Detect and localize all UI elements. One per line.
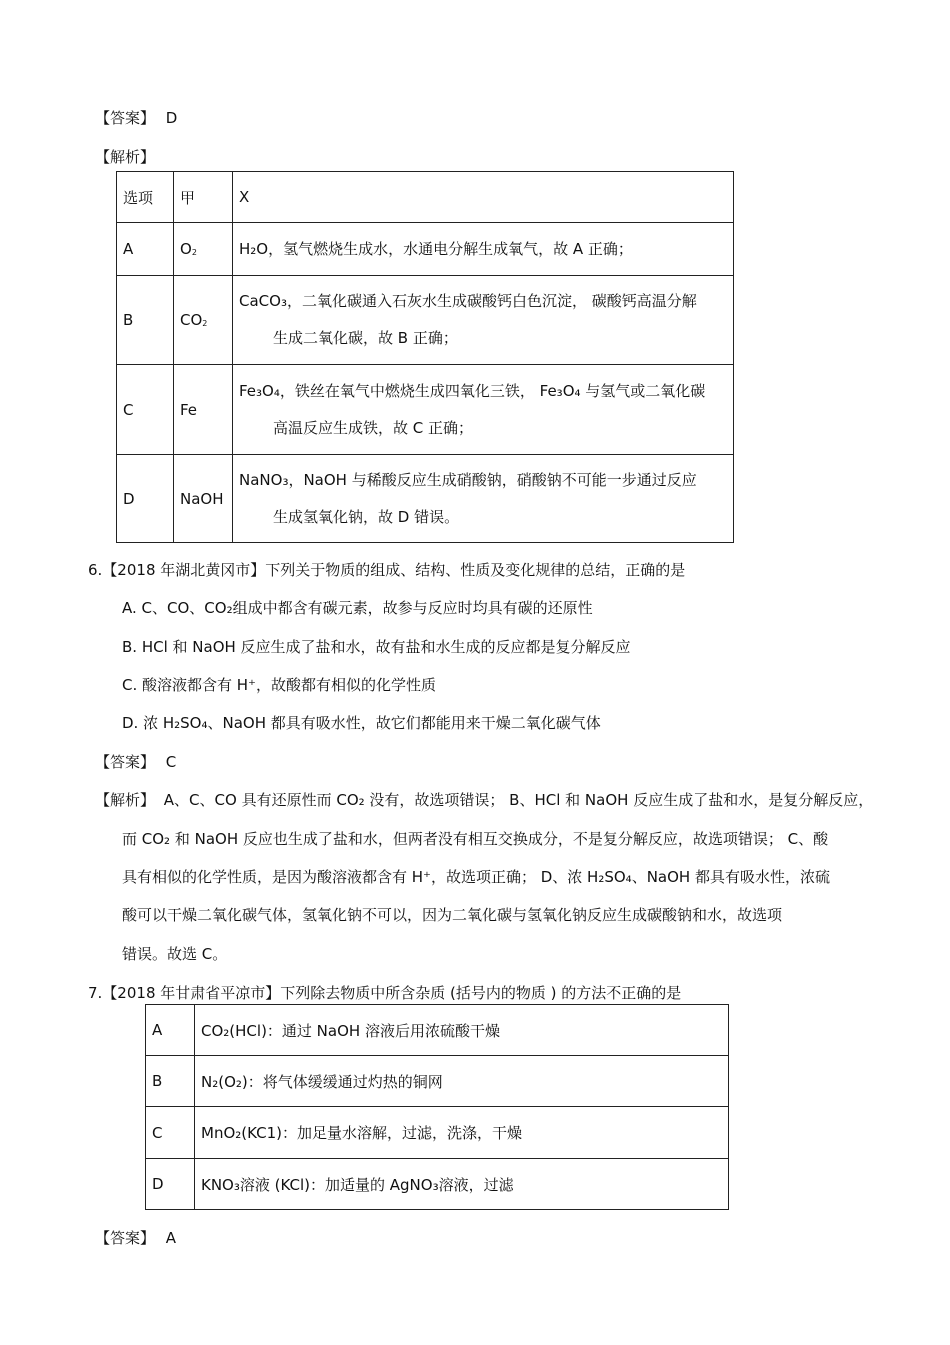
- header-jia: 甲: [174, 172, 233, 223]
- row-jia: $O_2$: [174, 223, 233, 276]
- table-row: [146, 1159, 729, 1210]
- row-option: B: [117, 276, 174, 365]
- q6-option-a: A. C、CO、CO₂组成中都含有碳元素，故参与反应时均具有碳的还原性: [122, 599, 593, 617]
- q6-analysis-line-3: 具有相似的化学性质，是因为酸溶液都含有 H⁺，故选项正确； D、浓 H₂SO₄、NaOH 都具有吸水性，浓硫: [122, 868, 830, 886]
- header-x: X: [233, 172, 734, 223]
- q6-analysis-line-1: 【解析】 A、C、CO 具有还原性而 CO₂ 没有，故选项错误； B、HCl 和 NaOH 反应生成了盐和水，是复分解反应，: [95, 791, 874, 809]
- table-header-row: [117, 172, 734, 223]
- answer-label: 【答案】: [95, 1229, 156, 1247]
- row-option: D: [117, 455, 174, 543]
- q6-stem: 6.【2018 年湖北黄冈市】下列关于物质的组成、结构、性质及变化规律的总结，正确的是: [88, 561, 686, 579]
- row-option: C: [146, 1107, 195, 1159]
- table-row: [117, 455, 734, 543]
- table-row: [117, 276, 734, 365]
- row-method: CO₂(HCl)：通过 NaOH 溶液后用浓硫酸干燥: [195, 1005, 729, 1056]
- row-option: B: [146, 1056, 195, 1107]
- table-row: [146, 1107, 729, 1159]
- analysis-label: 【解析】: [95, 791, 156, 809]
- q7-answer: [95, 1228, 176, 1248]
- row-x: NaNO₃，NaOH 与稀酸反应生成硝酸钠，硝酸钠不可能一步通过反应 生成氢氧化钠，故 D 错误。: [233, 455, 734, 543]
- row-method: MnO₂(KC1)：加足量水溶解，过滤，洗涤，干燥: [195, 1107, 729, 1159]
- q5-table: [116, 171, 734, 543]
- table-row: [146, 1005, 729, 1056]
- table-row: [117, 365, 734, 455]
- row-option: A: [117, 223, 174, 276]
- row-x: H₂O，氢气燃烧生成水，水通电分解生成氧气，故 A 正确；: [233, 223, 734, 276]
- q6-analysis-line-5: 错误。故选 C。: [122, 945, 228, 963]
- answer-q5: [95, 108, 177, 128]
- row-jia: NaOH: [174, 455, 233, 543]
- header-option: 选项: [117, 172, 174, 223]
- answer-label: 【答案】: [95, 109, 156, 127]
- q6-option-d: D. 浓 H₂SO₄、NaOH 都具有吸水性，故它们都能用来干燥二氧化碳气体: [122, 714, 601, 732]
- answer-value: C: [165, 753, 177, 771]
- q7-table: [145, 1004, 729, 1210]
- row-x: CaCO₃，二氧化碳通入石灰水生成碳酸钙白色沉淀， 碳酸钙高温分解 生成二氧化碳，故 B 正确；: [233, 276, 734, 365]
- q6-analysis-line-2: 而 CO₂ 和 NaOH 反应也生成了盐和水，但两者没有相互交换成分，不是复分解反应，故选项错误； C、酸: [122, 830, 829, 848]
- row-option: A: [146, 1005, 195, 1056]
- table-row: [117, 223, 734, 276]
- q6-option-b: B. HCl 和 NaOH 反应生成了盐和水，故有盐和水生成的反应都是复分解反应: [122, 638, 631, 656]
- answer-value: D: [165, 109, 178, 127]
- answer-label: 【答案】: [95, 753, 156, 771]
- answer-value: A: [165, 1229, 177, 1247]
- row-method: N₂(O₂)：将气体缓缓通过灼热的铜网: [195, 1056, 729, 1107]
- q6-option-c: C. 酸溶液都含有 H⁺，故酸都有相似的化学性质: [122, 676, 436, 694]
- table-row: [146, 1056, 729, 1107]
- q6-answer: [95, 752, 176, 772]
- q6-analysis-line-4: 酸可以干燥二氧化碳气体，氢氧化钠不可以，因为二氧化碳与氢氧化钠反应生成碳酸钠和水，故选项: [122, 906, 783, 924]
- q7-stem: 7.【2018 年甘肃省平凉市】下列除去物质中所含杂质 (括号内的物质 ) 的方法不正确的是: [88, 984, 682, 1002]
- row-jia: Fe: [174, 365, 233, 455]
- row-option: C: [117, 365, 174, 455]
- analysis-label: 【解析】: [95, 148, 156, 166]
- row-method: KNO₃溶液 (KCl)：加适量的 AgNO₃溶液，过滤: [195, 1159, 729, 1210]
- row-x: Fe₃O₄，铁丝在氧气中燃烧生成四氧化三铁， Fe₃O₄ 与氢气或二氧化碳 高温反应生成铁，故 C 正确；: [233, 365, 734, 455]
- row-jia: $CO_2$: [174, 276, 233, 365]
- row-option: D: [146, 1159, 195, 1210]
